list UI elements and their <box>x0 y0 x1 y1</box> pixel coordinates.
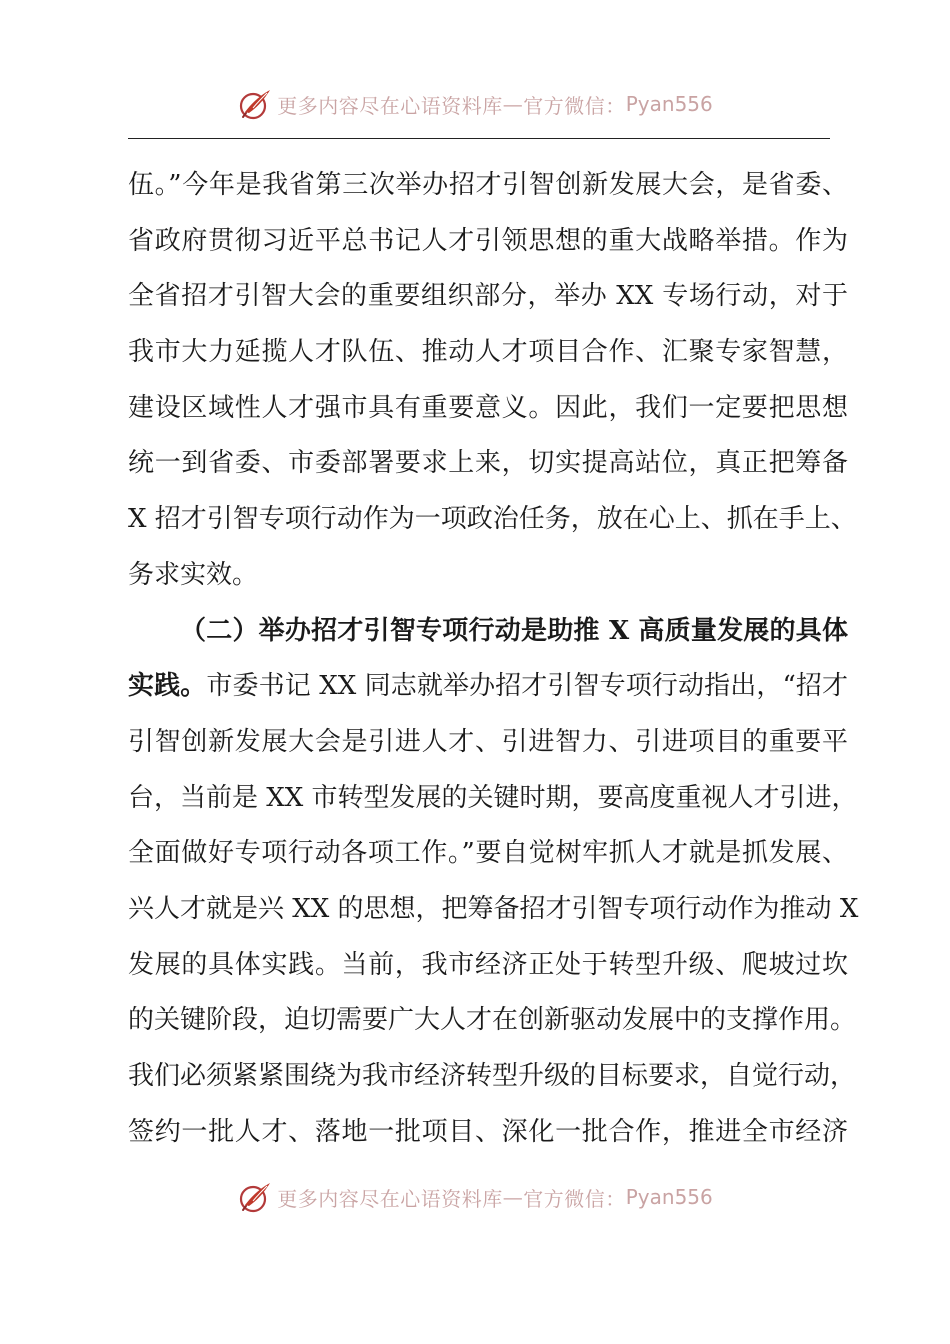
paragraph-line: 引智创新发展大会是引进人才、引进智力、引进项目的重要平 <box>128 726 848 757</box>
paragraph-line: 发展的具体实践。当前，我市经济正处于转型升级、爬坡过坎 <box>128 949 848 980</box>
banner-brand-text: 更多内容尽在心语资料库 <box>277 1186 503 1211</box>
paragraph-line: 台，当前是 XX 市转型发展的关键时期，要高度重视人才引进， <box>128 782 858 813</box>
paragraph-line: 务求实效。 <box>128 559 259 590</box>
banner-wechat-label: 官方微信： <box>523 93 626 118</box>
banner-wechat-id: Pyan556 <box>625 1185 713 1209</box>
banner-wechat-label: 官方微信： <box>523 1186 626 1211</box>
paragraph-line: 省政府贯彻习近平总书记人才引领思想的重大战略举措。作为 <box>128 225 848 256</box>
paragraph-line: 建设区域性人才强市具有重要意义。因此，我们一定要把思想 <box>128 392 848 423</box>
paragraph-line: 我市大力延揽人才队伍、推动人才项目合作、汇聚专家智慧， <box>128 337 848 368</box>
header-divider <box>128 138 830 139</box>
document-body <box>128 158 859 1160</box>
section-heading: （二）举办招才引智专项行动是助推 X 高质量发展的具体 <box>180 615 848 646</box>
paragraph-line: 的关键阶段，迫切需要广大人才在创新驱动发展中的支撑作用。 <box>128 1005 857 1036</box>
banner-dash: — <box>502 92 524 116</box>
section-heading-tail: 实践。 <box>128 671 207 702</box>
quill-pen-logo-icon <box>237 1179 273 1215</box>
banner-dash: — <box>502 1185 524 1209</box>
paragraph-line: 全面做好专项行动各项工作。”要自觉树牢抓人才就是抓发展、 <box>128 838 848 869</box>
heading-continuation-text: 市委书记 XX 同志就举办招才引智专项行动指出，“招才 <box>206 671 848 702</box>
paragraph-line: 签约一批人才、落地一批项目、深化一批合作，推进全市经济 <box>128 1116 848 1147</box>
header-banner <box>0 84 950 124</box>
banner-wechat-id: Pyan556 <box>625 92 713 116</box>
footer-banner <box>0 1177 950 1217</box>
banner-brand-text: 更多内容尽在心语资料库 <box>277 93 503 118</box>
paragraph-line <box>128 659 848 715</box>
paragraph-line: 统一到省委、市委部署要求上来，切实提高站位，真正把筹备 <box>128 448 848 479</box>
paragraph-line: 我们必须紧紧围绕为我市经济转型升级的目标要求，自觉行动， <box>128 1061 857 1091</box>
paragraph-line: 全省招才引智大会的重要组织部分，举办 XX 专场行动，对于 <box>128 281 848 312</box>
paragraph-line: X 招才引智专项行动作为一项政治任务，放在心上、抓在手上、 <box>128 504 857 535</box>
quill-pen-logo-icon <box>237 86 273 122</box>
paragraph-line: 兴人才就是兴 XX 的思想，把筹备招才引智专项行动作为推动 X <box>128 893 859 924</box>
paragraph-line: 伍。”今年是我省第三次举办招才引智创新发展大会，是省委、 <box>128 170 848 200</box>
